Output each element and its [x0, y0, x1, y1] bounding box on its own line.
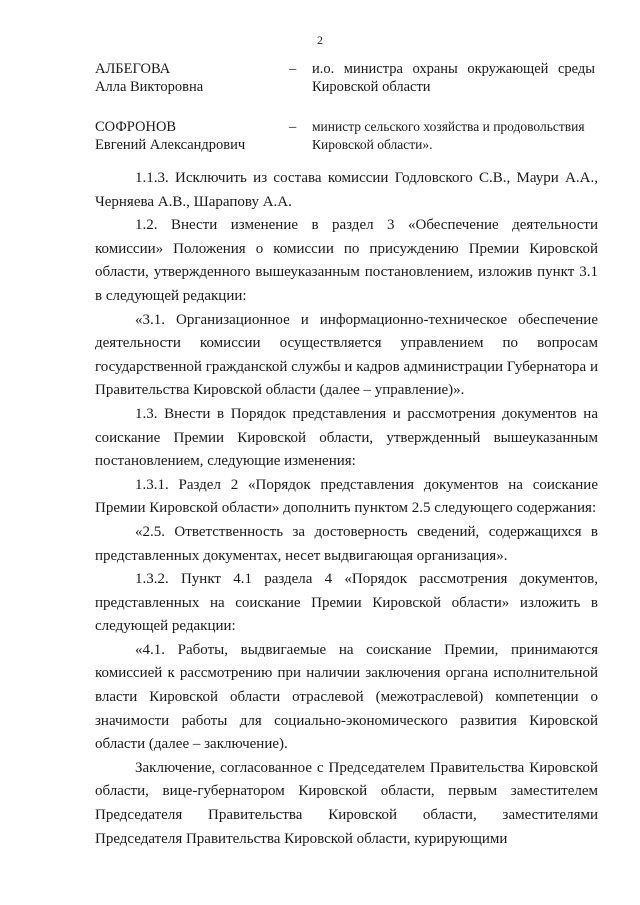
member-role	[312, 118, 595, 154]
member-dash: –	[289, 61, 297, 77]
member-name	[95, 60, 275, 96]
member-given-names: Алла Викторовна	[95, 79, 204, 95]
member-surname: АЛБЕГОВА	[95, 61, 171, 77]
member-role-line: и.о. министра охраны окружающей среды	[312, 61, 595, 77]
member-role	[312, 60, 595, 96]
paragraph-conclusion: Заключение, согласованное с Председателем Правительства Кировской области, вице-губернатором Кировской области, первым заместителем Председателя Правительства Кировской области, заместителями Председателя Правительства Кировской области, курирующими	[95, 759, 598, 847]
document-body	[95, 167, 598, 851]
paragraph-3-1-quote: «3.1. Организационное и информационно-техническое обеспечение деятельности комиссии осуществляется управлением по вопросам государственной гражданской службы и кадров администрации Губернатора и Правительства Кировской области (далее – управление)».	[95, 311, 598, 399]
paragraph-1-2: 1.2. Внести изменение в раздел 3 «Обеспечение деятельности комиссии» Положения о комиссии по присуждению Премии Кировской области, утвержденного вышеуказанным постановлением, изложив пункт 3.1 в следующей редакции:	[95, 217, 598, 304]
paragraph-1-1-3: 1.1.3. Исключить из состава комиссии Годловского С.В., Маури А.А., Черняева А.В., Шарапову А.А.	[95, 170, 598, 210]
member-given-names: Евгений Александрович	[95, 137, 246, 153]
paragraph-1-3-2: 1.3.2. Пункт 4.1 раздела 4 «Порядок рассмотрения документов, представленных на соискание Премии Кировской области» изложить в следующей редакции:	[95, 571, 598, 635]
paragraph-1-3: 1.3. Внести в Порядок представления и рассмотрения документов на соискание Премии Кировской области, утвержденный вышеуказанным постановлением, следующие изменения:	[95, 405, 598, 470]
paragraph-2-5-quote: «2.5. Ответственность за достоверность сведений, содержащихся в представленных документах, несет выдвигающая организация».	[95, 523, 598, 564]
paragraph-1-3-1: 1.3.1. Раздел 2 «Порядок представления документов на соискание Премии Кировской области» дополнить пунктом 2.5 следующего содержания:	[95, 476, 598, 517]
commission-members-list	[95, 60, 595, 180]
member-role-line: министр сельского хозяйства и продовольствия	[312, 119, 585, 134]
member-role-line: Кировской области	[312, 79, 431, 95]
member-entry-albegova	[95, 60, 595, 122]
member-name	[95, 118, 275, 154]
page-number: 2	[317, 33, 323, 47]
member-surname: СОФРОНОВ	[95, 119, 177, 135]
paragraph-4-1-quote: «4.1. Работы, выдвигаемые на соискание Премии, принимаются комиссией к рассмотрению при наличии заключения органа исполнительной власти Кировской области отраслевой (межотраслевой) компетенции о значимости работы для социально-экономического развития Кировской области (далее – заключение).	[95, 641, 598, 753]
member-role-line: Кировской области».	[312, 137, 433, 152]
member-dash: –	[289, 119, 297, 135]
